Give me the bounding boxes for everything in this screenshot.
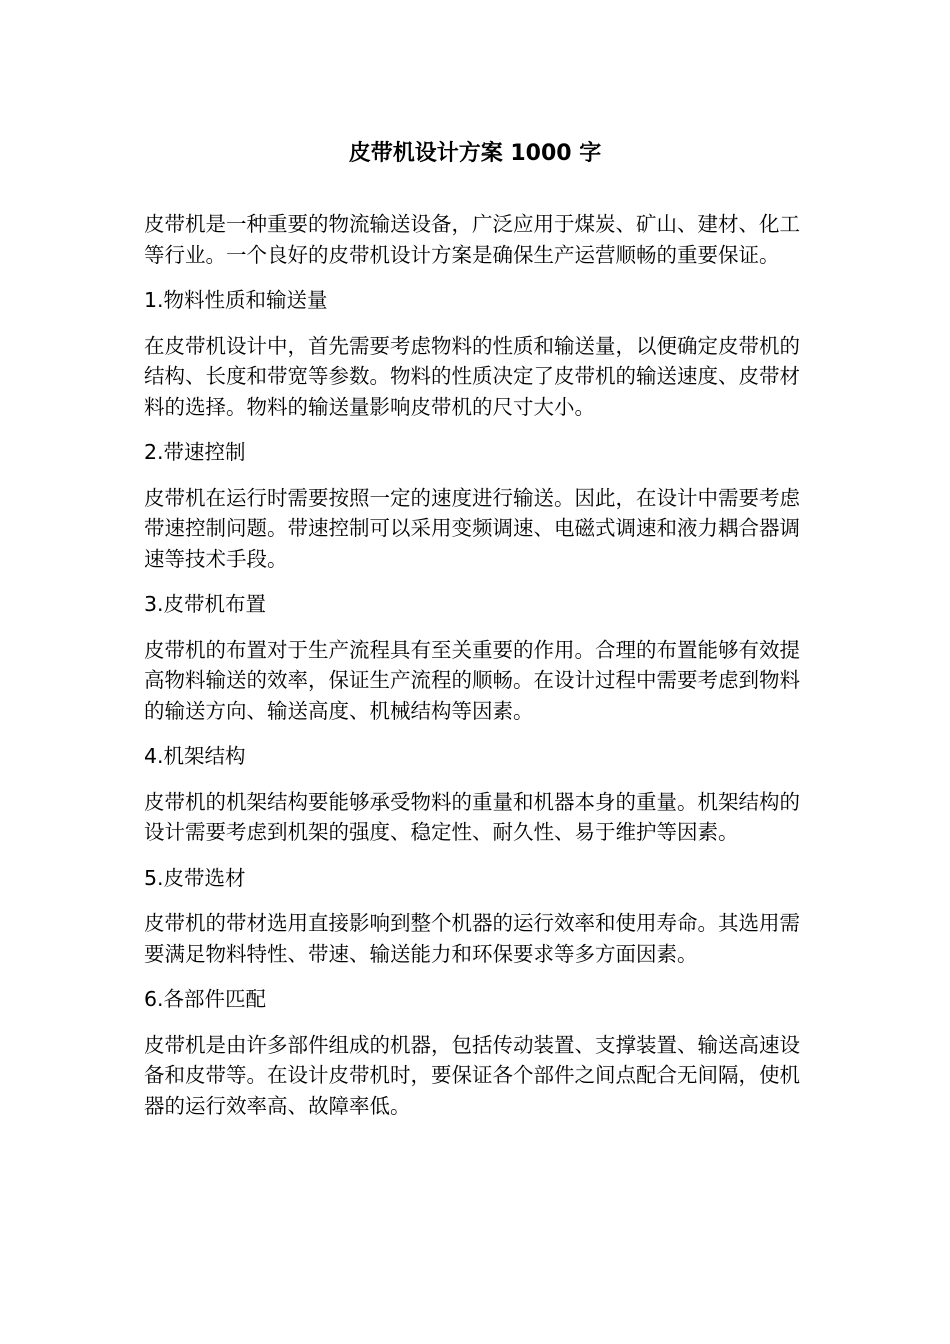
section-body-1: 在皮带机设计中，首先需要考虑物料的性质和输送量，以便确定皮带机的结构、长度和带宽等参数。物料的性质决定了皮带机的输送速度、皮带材料的选择。物料的输送量影响皮带机的尺寸大小。 — [144, 333, 800, 419]
section-heading-3: 3.皮带机布置 — [144, 592, 267, 616]
section-body-3: 皮带机的布置对于生产流程具有至关重要的作用。合理的布置能够有效提高物料输送的效率，保证生产流程的顺畅。在设计过程中需要考虑到物料的输送方向、输送高度、机械结构等因素。 — [144, 637, 800, 723]
section-heading-6: 6.各部件匹配 — [144, 987, 267, 1011]
section-body-2: 皮带机在运行时需要按照一定的速度进行输送。因此，在设计中需要考虑带速控制问题。带速控制可以采用变频调速、电磁式调速和液力耦合器调速等技术手段。 — [144, 485, 800, 571]
section-heading-4: 4.机架结构 — [144, 744, 246, 768]
section-heading-5: 5.皮带选材 — [144, 865, 246, 890]
section-heading-1: 1.物料性质和输送量 — [144, 288, 328, 312]
document-body — [144, 209, 812, 1136]
section-body-4: 皮带机的机架结构要能够承受物料的重量和机器本身的重量。机架结构的设计需要考虑到机架的强度、稳定性、耐久性、易于维护等因素。 — [144, 789, 800, 844]
section-heading-2: 2.带速控制 — [144, 440, 246, 464]
document-title: 皮带机设计方案 1000 字 — [348, 141, 602, 166]
section-body-6: 皮带机是由许多部件组成的机器，包括传动装置、支撑装置、输送高速设备和皮带等。在设计皮带机时，要保证各个部件之间点配合无间隔，使机器的运行效率高、故障率低。 — [144, 1032, 800, 1118]
intro-paragraph: 皮带机是一种重要的物流输送设备，广泛应用于煤炭、矿山、建材、化工等行业。一个良好的皮带机设计方案是确保生产运营顺畅的重要保证。 — [144, 212, 800, 267]
section-body-5: 皮带机的带材选用直接影响到整个机器的运行效率和使用寿命。其选用需要满足物料特性、带速、输送能力和环保要求等多方面因素。 — [144, 911, 800, 966]
